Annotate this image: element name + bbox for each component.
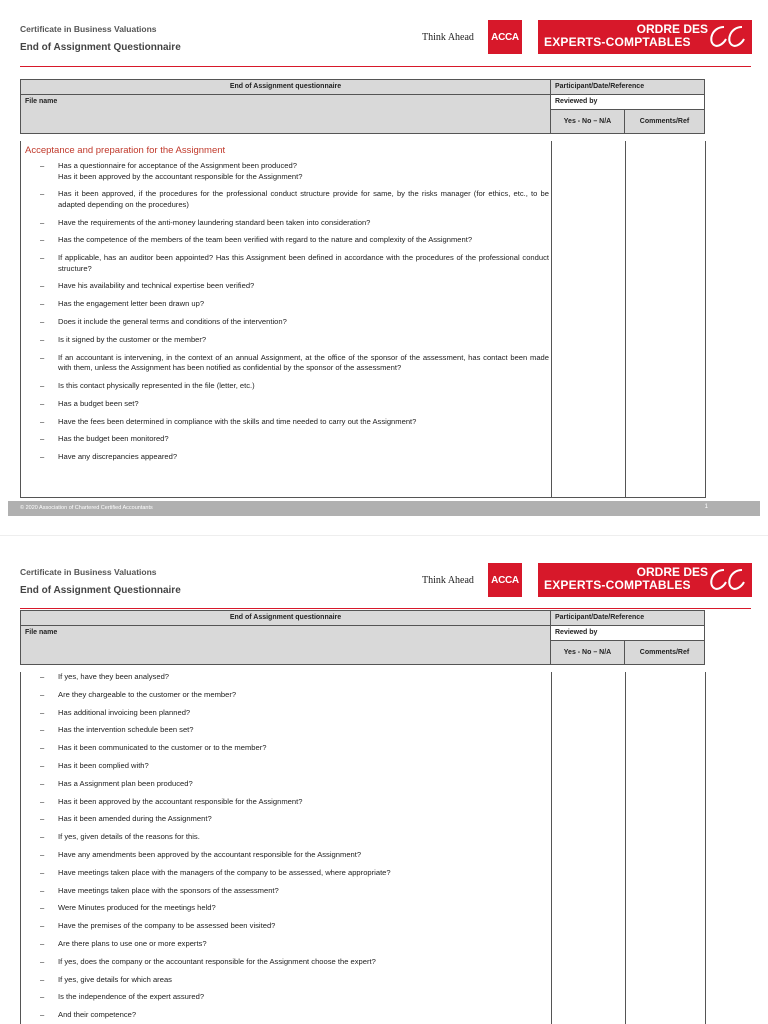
acca-logo-text: ACCA — [491, 574, 519, 586]
question-text: Have his availability and technical expertise been verified? — [58, 281, 255, 291]
question-item — [21, 434, 549, 445]
dash-bullet: – — [40, 992, 45, 1002]
column-divider — [551, 141, 552, 497]
dash-bullet: – — [40, 867, 45, 877]
acca-tagline: Think Ahead — [422, 575, 474, 586]
dash-bullet: – — [40, 334, 45, 344]
comments-ref-header: Comments/Ref — [625, 110, 705, 134]
question-text: Does it include the general terms and conditions of the intervention? — [58, 317, 287, 327]
document-title: End of Assignment Questionnaire — [20, 585, 181, 596]
dash-bullet: – — [40, 743, 45, 753]
dash-bullet: – — [40, 317, 45, 327]
dash-bullet: – — [40, 452, 45, 462]
question-text: Has a budget been set? — [58, 398, 139, 408]
question-item — [21, 743, 549, 754]
dash-bullet: – — [40, 299, 45, 309]
question-text: And their competence? — [58, 1010, 137, 1020]
reviewed-by-cell: Reviewed by — [551, 95, 705, 110]
questionnaire-header-table — [20, 610, 705, 665]
question-text: If yes, does the company or the accountant responsible for the Assignment choose the expert? — [58, 956, 376, 966]
dash-bullet: – — [40, 903, 45, 913]
dash-bullet: – — [40, 885, 45, 895]
question-item — [21, 381, 549, 392]
questionnaire-body-page-2 — [20, 672, 706, 1024]
question-text: Are there plans to use one or more experts? — [58, 938, 207, 948]
question-item — [21, 299, 549, 310]
question-item — [21, 399, 549, 410]
dash-bullet: – — [40, 796, 45, 806]
document-title: End of Assignment Questionnaire — [20, 42, 181, 53]
questionnaire-body-page-1 — [20, 141, 706, 498]
question-item — [21, 992, 549, 1003]
dash-bullet: – — [40, 921, 45, 931]
column-divider — [625, 672, 626, 1024]
dash-bullet: – — [40, 956, 45, 966]
header-divider — [20, 66, 751, 67]
question-text: Have meetings taken place with the sponsors of the assessment? — [58, 885, 279, 895]
file-name-cell: File name — [21, 95, 551, 134]
question-text: Has additional invoicing been planned? — [58, 707, 191, 717]
question-item — [21, 253, 549, 274]
question-list — [21, 672, 549, 1021]
dash-bullet: – — [40, 434, 45, 444]
question-text: Is the independence of the expert assured? — [58, 992, 205, 1002]
oec-logo-line2: EXPERTS-COMPTABLES — [544, 578, 691, 592]
question-item — [21, 189, 549, 210]
dash-bullet: – — [40, 689, 45, 699]
dash-bullet: – — [40, 938, 45, 948]
question-text: Has the competence of the members of the team been verified with regard to the nature and complexity of the Assignment? — [58, 235, 473, 245]
question-text: Have any discrepancies appeared? — [58, 452, 178, 462]
question-text: Has it been approved by the accountant responsible for the Assignment? — [58, 796, 303, 806]
oec-swirl-icon — [704, 23, 748, 51]
dash-bullet: – — [40, 235, 45, 245]
participant-header-cell: Participant/Date/Reference — [551, 80, 705, 95]
question-item — [21, 903, 549, 914]
question-item — [21, 672, 549, 683]
dash-bullet: – — [40, 352, 45, 362]
oec-swirl-icon — [704, 566, 748, 594]
question-text: Has it been approved, if the procedures for the professional conduct structure provide for same, by the risks manager (for ethics, etc., to be adapted depending on the procedures) — [58, 189, 549, 209]
question-text: Have any amendments been approved by the accountant responsible for the Assignment? — [58, 849, 362, 859]
dash-bullet: – — [40, 814, 45, 824]
dash-bullet: – — [40, 832, 45, 842]
question-text: Are they chargeable to the customer or the member? — [58, 689, 237, 699]
question-text: Has it been communicated to the customer or to the member? — [58, 743, 267, 753]
dash-bullet: – — [40, 1010, 45, 1020]
question-item — [21, 814, 549, 825]
dash-bullet: – — [40, 778, 45, 788]
question-item — [21, 957, 549, 968]
reviewed-by-cell: Reviewed by — [551, 626, 705, 641]
page-number: 1 — [704, 504, 708, 510]
table-title-cell: End of Assignment questionnaire — [21, 80, 551, 95]
acca-logo-text: ACCA — [491, 31, 519, 43]
dash-bullet: – — [40, 380, 45, 390]
page-separator — [0, 535, 768, 536]
dash-bullet: – — [40, 849, 45, 859]
oec-logo — [538, 563, 752, 597]
column-divider — [551, 672, 552, 1024]
oec-logo — [538, 20, 752, 54]
acca-logo — [488, 563, 522, 597]
dash-bullet: – — [40, 707, 45, 717]
question-text: Has it been amended during the Assignment? — [58, 814, 212, 824]
page-2 — [0, 545, 768, 1024]
question-text: Has it been complied with? — [58, 760, 149, 770]
question-list — [21, 161, 549, 463]
acca-tagline: Think Ahead — [422, 32, 474, 43]
question-text: If applicable, has an auditor been appointed? Has this Assignment been defined in accordance with the procedures of the professional conduct structure? — [58, 253, 549, 273]
yes-no-na-header: Yes - No – N/A — [551, 641, 625, 665]
question-text: Is this contact physically represented in the file (letter, etc.) — [58, 380, 255, 390]
question-text: Has the budget been monitored? — [58, 434, 169, 444]
question-item — [21, 281, 549, 292]
column-divider — [625, 141, 626, 497]
dash-bullet: – — [40, 281, 45, 291]
comments-ref-header: Comments/Ref — [625, 641, 705, 665]
question-text: If an accountant is intervening, in the context of an annual Assignment, at the office of the sponsor of the assessment, has contact been made with them, unless the Assignment has been notified as confidential by the sponsor of the assessment? — [58, 352, 549, 373]
question-text: If yes, give details for which areas — [58, 974, 172, 984]
question-item — [21, 921, 549, 932]
question-text: Has a questionnaire for acceptance of the Assignment been produced? Has it been approved by the accountant responsible for the Assignment? — [58, 161, 303, 181]
question-item — [21, 850, 549, 861]
question-item — [21, 886, 549, 897]
question-item — [21, 868, 549, 879]
question-item — [21, 417, 549, 428]
dash-bullet: – — [40, 189, 45, 199]
question-item — [21, 975, 549, 986]
question-text: Has a Assignment plan been produced? — [58, 778, 193, 788]
question-item — [21, 708, 549, 719]
page-footer — [8, 501, 760, 516]
document-subtitle: Certificate in Business Valuations — [20, 567, 157, 577]
question-item — [21, 1010, 549, 1021]
question-text: If yes, given details of the reasons for this. — [58, 832, 200, 842]
question-item — [21, 353, 549, 374]
question-text: Is it signed by the customer or the member? — [58, 334, 207, 344]
dash-bullet: – — [40, 725, 45, 735]
dash-bullet: – — [40, 217, 45, 227]
question-item — [21, 218, 549, 229]
footer-copyright: © 2020 Association of Chartered Certified Accountants — [20, 505, 153, 511]
oec-logo-line1: ORDRE DES — [636, 22, 708, 36]
question-item — [21, 725, 549, 736]
question-text: Have the premises of the company to be assessed been visited? — [58, 921, 276, 931]
oec-logo-line2: EXPERTS-COMPTABLES — [544, 35, 691, 49]
participant-header-cell: Participant/Date/Reference — [551, 611, 705, 626]
question-item — [21, 317, 549, 328]
dash-bullet: – — [40, 161, 45, 170]
question-text: Have the requirements of the anti-money laundering standard been taken into consideration? — [58, 217, 371, 227]
question-text: Have the fees been determined in compliance with the skills and time needed to carry out the Assignment? — [58, 416, 417, 426]
question-item — [21, 761, 549, 772]
section-title: Acceptance and preparation for the Assignment — [25, 145, 226, 156]
question-item — [21, 335, 549, 346]
question-text: Were Minutes produced for the meetings held? — [58, 903, 216, 913]
question-text: If yes, have they been analysed? — [58, 672, 170, 681]
yes-no-na-header: Yes - No – N/A — [551, 110, 625, 134]
header-divider — [20, 608, 751, 609]
table-title-cell: End of Assignment questionnaire — [21, 611, 551, 626]
dash-bullet: – — [40, 416, 45, 426]
dash-bullet: – — [40, 760, 45, 770]
question-text: Has the intervention schedule been set? — [58, 725, 194, 735]
question-item — [21, 235, 549, 246]
question-text: Have meetings taken place with the managers of the company to be assessed, where appropriate? — [58, 867, 391, 877]
questionnaire-header-table — [20, 79, 705, 134]
question-item — [21, 452, 549, 463]
question-item — [21, 161, 549, 182]
question-item — [21, 832, 549, 843]
document-subtitle: Certificate in Business Valuations — [20, 24, 157, 34]
question-item — [21, 797, 549, 808]
question-item — [21, 690, 549, 701]
dash-bullet: – — [40, 253, 45, 263]
file-name-cell: File name — [21, 626, 551, 665]
oec-logo-line1: ORDRE DES — [636, 565, 708, 579]
question-item — [21, 779, 549, 790]
question-item — [21, 939, 549, 950]
question-text: Has the engagement letter been drawn up? — [58, 299, 205, 309]
dash-bullet: – — [40, 398, 45, 408]
acca-logo — [488, 20, 522, 54]
dash-bullet: – — [40, 974, 45, 984]
dash-bullet: – — [40, 672, 45, 681]
